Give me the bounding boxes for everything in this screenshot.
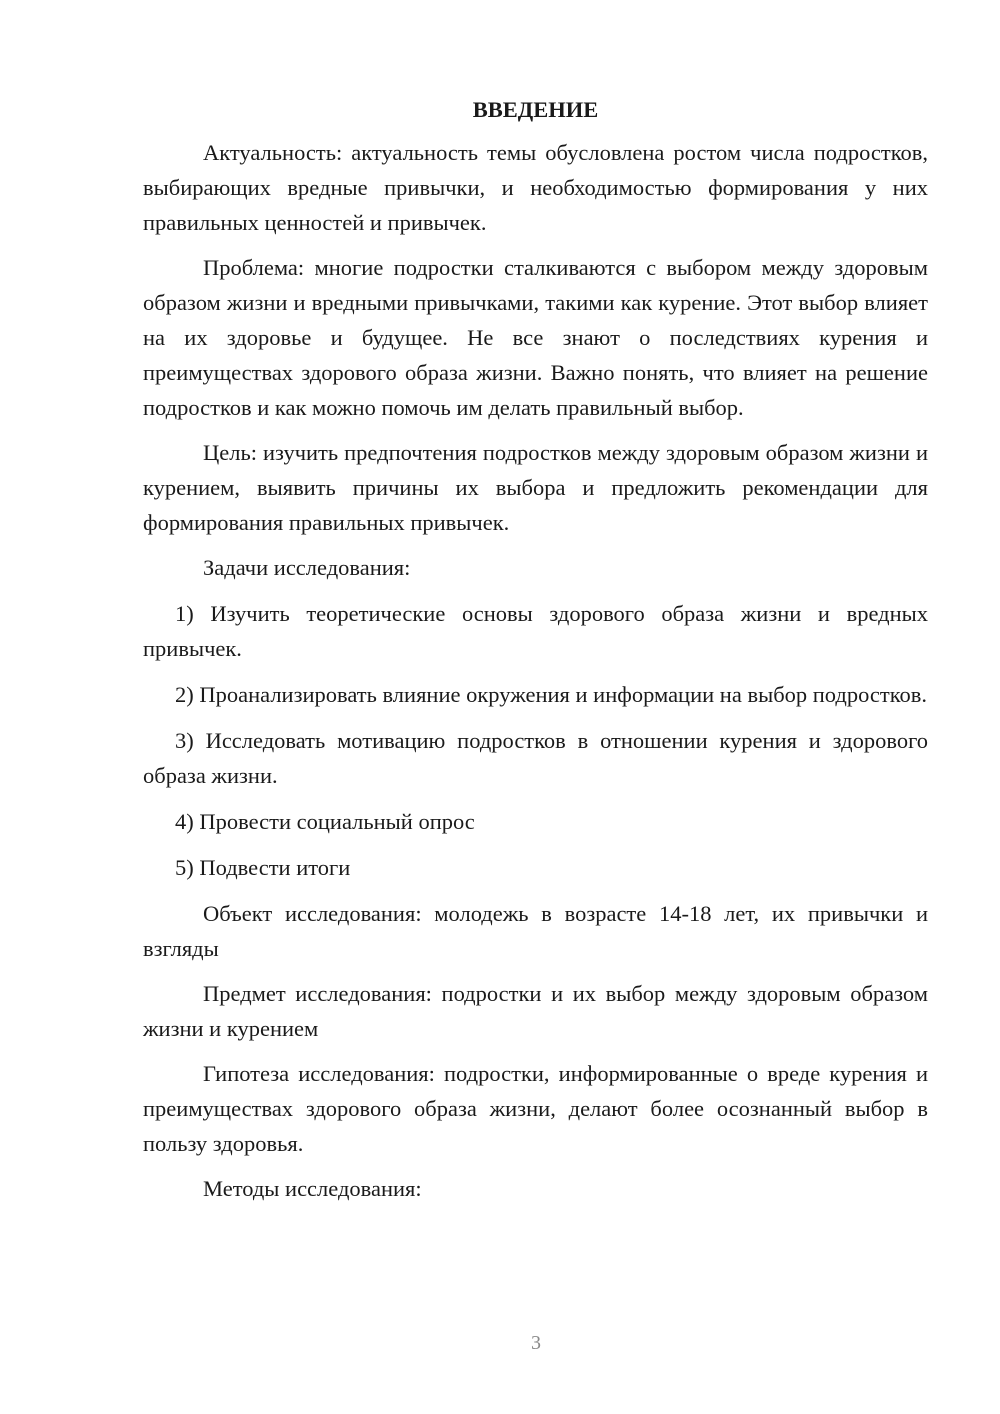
tasks-heading: Задачи исследования: bbox=[203, 555, 411, 580]
subject-paragraph: Предмет исследования: подростки и их выбор между здоровым образом жизни и курением bbox=[143, 981, 928, 1041]
task-item: 4) Провести социальный опрос bbox=[175, 809, 475, 834]
page-number: 3 bbox=[531, 1332, 541, 1354]
task-item: 3) Исследовать мотивацию подростков в отношении курения и здорового образа жизни. bbox=[143, 728, 928, 788]
goal-paragraph: Цель: изучить предпочтения подростков между здоровым образом жизни и курением, выявить причины их выбора и предложить рекомендации для формирования правильных привычек. bbox=[143, 440, 928, 535]
task-item: 5) Подвести итоги bbox=[175, 855, 351, 880]
page-body bbox=[143, 92, 928, 1217]
page-title: ВВЕДЕНИЕ bbox=[472, 97, 599, 122]
hypothesis-paragraph: Гипотеза исследования: подростки, информированные о вреде курения и преимуществах здорового образа жизни, делают более осознанный выбор в пользу здоровья. bbox=[143, 1061, 928, 1156]
object-paragraph: Объект исследования: молодежь в возрасте 14-18 лет, их привычки и взгляды bbox=[143, 901, 928, 961]
task-item: 1) Изучить теоретические основы здорового образа жизни и вредных привычек. bbox=[143, 601, 928, 661]
relevance-paragraph: Актуальность: актуальность темы обусловлена ростом числа подростков, выбирающих вредные привычки, и необходимостью формирования у них правильных ценностей и привычек. bbox=[143, 140, 928, 235]
task-item: 2) Проанализировать влияние окружения и информации на выбор подростков. bbox=[175, 682, 928, 707]
methods-heading: Методы исследования: bbox=[203, 1176, 422, 1201]
problem-paragraph: Проблема: многие подростки сталкиваются с выбором между здоровым образом жизни и вредными привычками, такими как курение. Этот выбор влияет на их здоровье и будущее. Не все знают о последствиях курения и преимуществах здорового образа жизни. Важно понять, что влияет на решение подростков и как можно помочь им делать правильный выбор. bbox=[143, 255, 928, 420]
